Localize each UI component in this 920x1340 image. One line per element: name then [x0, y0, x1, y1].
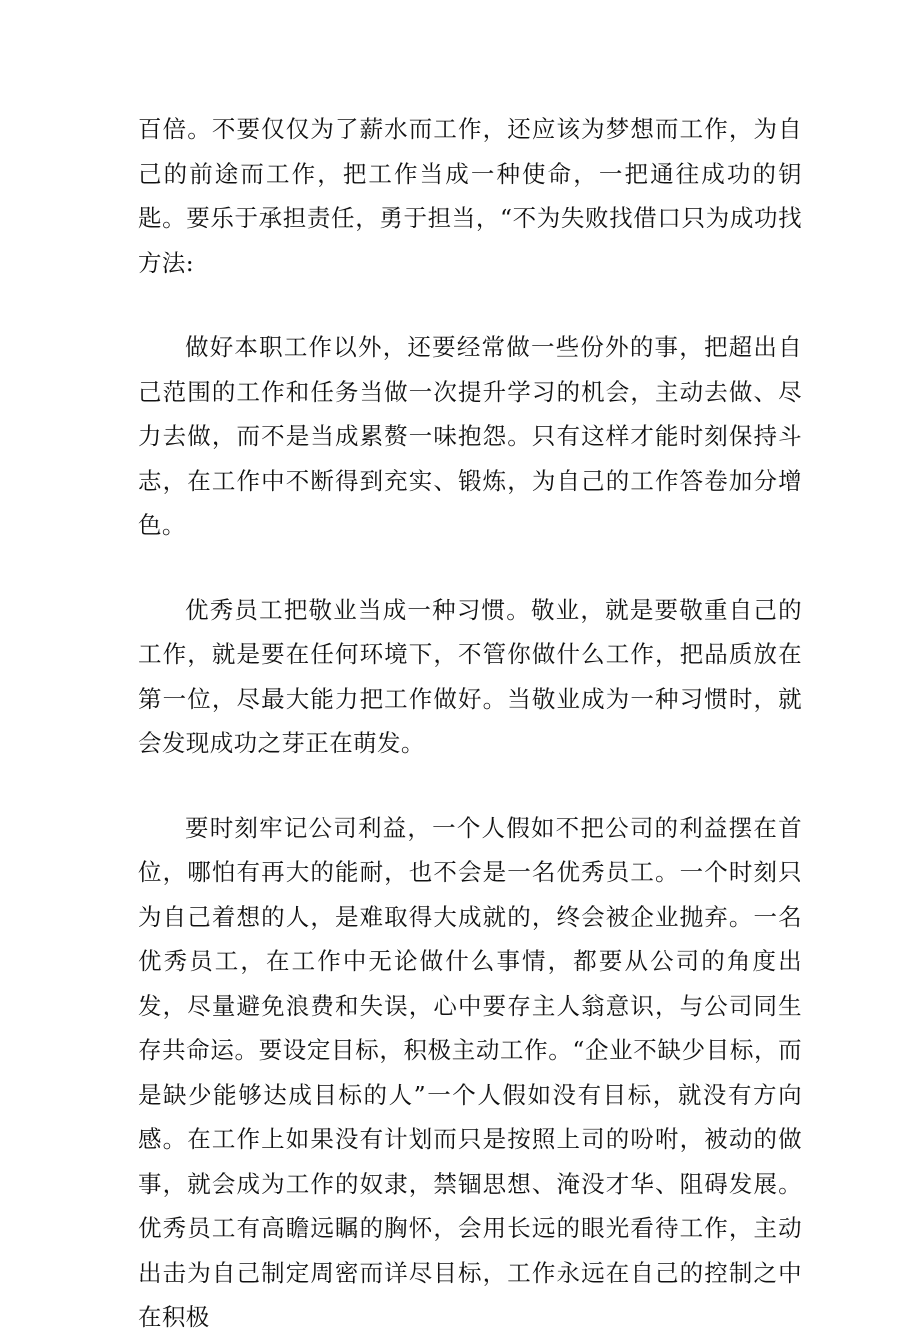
paragraph-4: 要时刻牢记公司利益，一个人假如不把公司的利益摆在首位，哪怕有再大的能耐，也不会是一名优秀员工。一个时刻只为自己着想的人，是难取得大成就的，终会被企业抛弃。一名优秀员工，在工作中无论做什么事情，都要从公司的角度出发，尽量避免浪费和失误，心中要存主人翁意识，与公司同生存共命运。要设定目标，积极主动工作。“企业不缺少目标，而是缺少能够达成目标的人”一个人假如没有目标，就没有方向感。在工作上如果没有计划而只是按照上司的吩咐，被动的做事，就会成为工作的奴隶，禁锢思想、淹没才华、阻碍发展。优秀员工有高瞻远瞩的胸怀，会用长远的眼光看待工作，主动出击为自己制定周密而详尽目标，工作永远在自己的控制之中在积极 [138, 813, 802, 1331]
paragraph-3: 优秀员工把敬业当成一种习惯。敬业，就是要敬重自己的工作，就是要在任何环境下，不管你做什么工作，把品质放在第一位，尽最大能力把工作做好。当敬业成为一种习惯时，就会发现成功之芽正在萌发。 [138, 595, 802, 757]
document-body [138, 107, 802, 1340]
paragraph-1: 百倍。不要仅仅为了薪水而工作，还应该为梦想而工作，为自己的前途而工作，把工作当成一种使命，一把通往成功的钥匙。要乐于承担责任，勇于担当，“不为失败找借口只为成功找方法: [138, 115, 802, 277]
paragraph-2: 做好本职工作以外，还要经常做一些份外的事，把超出自己范围的工作和任务当做一次提升学习的机会，主动去做、尽力去做，而不是当成累赘一味抱怨。只有这样才能时刻保持斗志，在工作中不断得到充实、锻炼，为自己的工作答卷加分增色。 [138, 333, 802, 539]
